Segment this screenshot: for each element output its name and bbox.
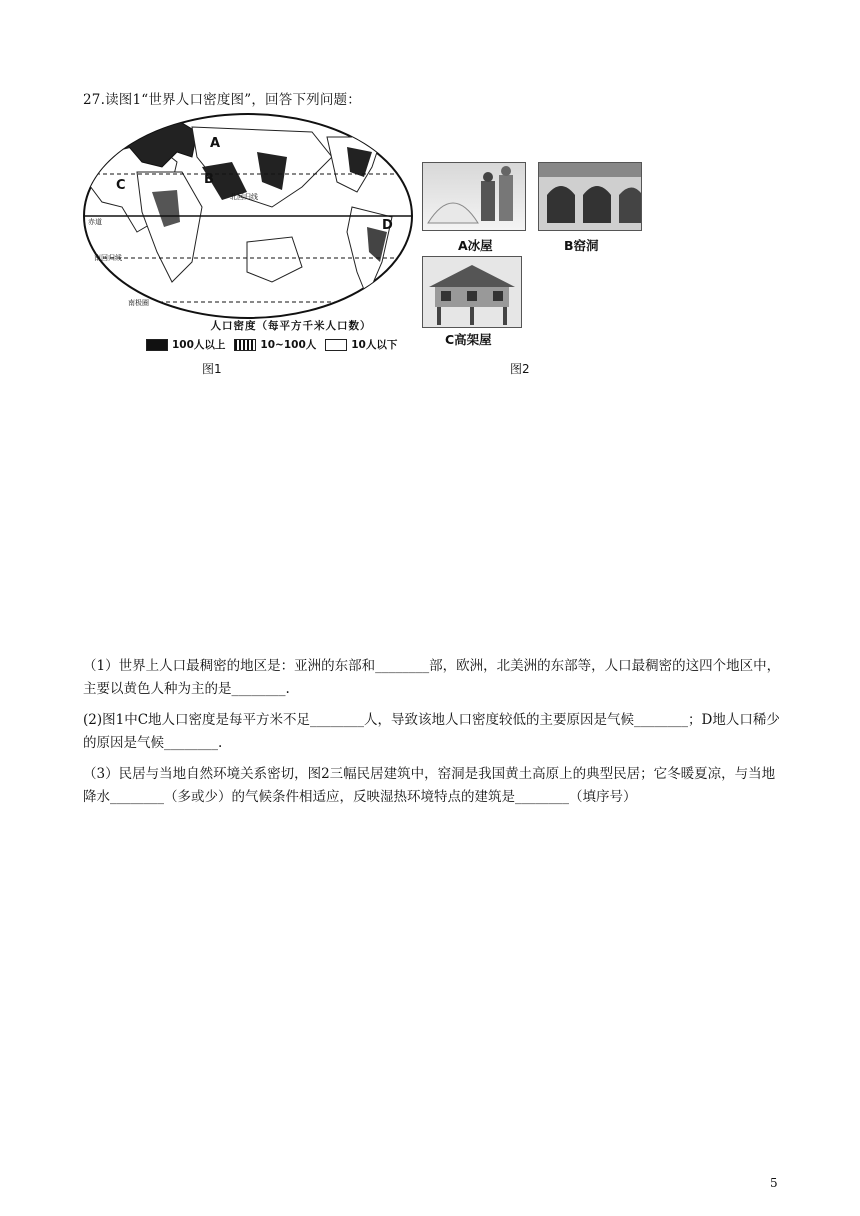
legend-high-label: 100人以上 — [172, 339, 226, 351]
igloo-image-icon — [423, 163, 525, 230]
legend-mid-label: 10~100人 — [260, 339, 317, 351]
cave-dwelling-caption: B窑洞 — [564, 238, 599, 253]
stilt-house-photo — [422, 256, 522, 328]
stilt-house-image-icon — [423, 257, 521, 327]
cave-dwelling-image-icon — [539, 163, 641, 230]
region-label-d: D — [382, 218, 393, 233]
figure2-caption: 图2 — [510, 362, 530, 376]
sub-question-2: (2)图1中C地人口密度是每平方米不足________人，导致该地人口密度较低的主要原因是气候________；D地人口稀少的原因是气候________. — [83, 712, 780, 751]
figure1-caption: 图1 — [202, 362, 222, 376]
population-density-map-figure — [82, 112, 414, 382]
tropic-of-capricorn-label: 南回归线 — [94, 254, 122, 262]
stilt-house-caption: C高架屋 — [445, 332, 492, 347]
legend-swatch-low — [325, 339, 347, 351]
antarctic-circle-label: 南极圈 — [128, 299, 149, 307]
world-map — [82, 112, 414, 322]
sub-question-1: （1）世界上人口最稠密的地区是：亚洲的东部和________部，欧洲，北美洲的东部等，人口最稠密的这四个地区中，主要以黄色人种为主的是________. — [83, 658, 781, 697]
legend-swatch-mid — [234, 339, 256, 351]
map-legend — [146, 318, 426, 352]
cave-dwelling-photo — [538, 162, 642, 231]
equator-label: 赤道 — [88, 218, 102, 226]
igloo-caption: A冰屋 — [458, 238, 493, 253]
legend-title: 人口密度（每平方千米人口数） — [210, 320, 372, 332]
tropic-of-cancer-label: 北回归线 — [230, 193, 258, 201]
legend-swatch-high — [146, 339, 168, 351]
region-label-a: A — [210, 136, 221, 151]
legend-low-label: 10人以下 — [351, 339, 398, 351]
igloo-photo — [422, 162, 526, 231]
region-label-c: C — [116, 178, 126, 193]
region-label-b: B — [204, 172, 214, 187]
question-title: 27.读图1“世界人口密度图”，回答下列问题： — [83, 92, 361, 108]
page-number: 5 — [770, 1176, 778, 1190]
sub-question-3: （3）民居与当地自然环境关系密切，图2三幅民居建筑中，窑洞是我国黄土高原上的典型民居；它冬暖夏凉，与当地降水________（多或少）的气候条件相适应，反映湿热环境特点的建筑是________（填序号） — [83, 766, 776, 805]
